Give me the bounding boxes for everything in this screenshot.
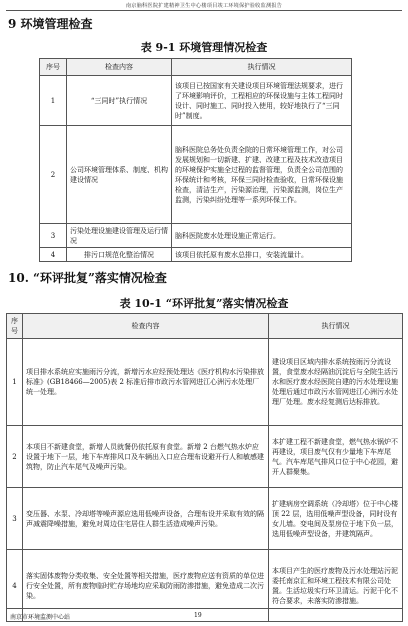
- check-item: 排污口规范化整治情况: [67, 248, 172, 262]
- table-10-1-title: 表 10-1 “环评批复”落实情况检查: [119, 297, 289, 310]
- table-row: [7, 488, 403, 550]
- row-number: 4: [40, 248, 67, 262]
- section-9-heading: 9 环境管理检查: [8, 17, 93, 31]
- check-item: 本项目不新建食堂，新增人员就餐仍依托原有食堂。新增 2 台燃气热水炉应设置于地下一层，地下车库排风口及车辆出入口应合理布设避开行人和敏感建筑物，防止汽车尾气及噪声污染。: [23, 426, 269, 488]
- check-result: 本项目产生的医疗废物及污水处理站污泥委托南京汇和环境工程技术有限公司处置。生活垃圾实行环卫清运。污泥干化不符合要求，未落实防渗措施。: [269, 550, 403, 622]
- column-header-item: 检查内容: [23, 314, 269, 339]
- page-number: 19: [194, 612, 202, 619]
- check-result: 脑科医院总务处负责全院的日常环境管理工作，对公司发展规划和一切新建、扩建、改建工程及技术改造项目的环境保护实施全过程的监督管理，负责全公司范围的环保统计和考核，环保三同时检查验收，日常环保设施检查，清洁生产，污染源治理，污染源监测，岗位生产监测，污染纠纷处理等一系列环保工作。: [172, 126, 352, 224]
- check-item: “三同时”执行情况: [67, 76, 172, 126]
- table-9-1: [39, 58, 352, 262]
- section-10-heading: 10. “环评批复”落实情况检查: [8, 271, 167, 285]
- table-9-1-title: 表 9-1 环境管理情况检查: [140, 41, 268, 54]
- check-item: 落实固体废物分类收集、安全处置等相关措施，医疗废物应送有资质的单位进行安全处置，所有废物临时贮存场地均应采取防雨防渗措施，避免造成二次污染。: [23, 550, 269, 622]
- check-result: 扩建病房空调系统（冷却塔）位于中心楼顶 22 层，选用低噪声型设备，同时设有女儿墙。变电间及泵房位于地下负一层，选用低噪声型设备，并建筑隔声。: [269, 488, 403, 550]
- row-number: 3: [7, 488, 23, 550]
- column-header-result: 执行情况: [172, 59, 352, 76]
- row-number: 4: [7, 550, 23, 622]
- check-result: 本扩建工程不新建食堂，燃气热水锅炉不再建设，项目废气仅有少量地下车库尾气。汽车库尾气排风口位于中心花园，避开人群聚集。: [269, 426, 403, 488]
- check-result: 该项目已按国家有关建设项目环境管理法规要求，进行了环境影响评价，工程相应的环保设施与主体工程同时设计、同时施工、同时投入使用，较好地执行了“三同时”制度。: [172, 76, 352, 126]
- table-10-1: [6, 313, 403, 622]
- column-header-result: 执行情况: [269, 314, 403, 339]
- table-row: [7, 426, 403, 488]
- check-result: 该项目依托原有废水总排口，安装流量计。: [172, 248, 352, 262]
- table-row: [7, 550, 403, 622]
- row-number: 1: [7, 339, 23, 426]
- check-item: 污染处理设施建设管理及运行情况: [67, 224, 172, 248]
- column-header-no: 序号: [40, 59, 67, 76]
- table-header-row: [40, 59, 352, 76]
- page-header: 南京脑科医院扩建精神卫生中心楼项目竣工环境保护验收监测报告: [125, 3, 283, 9]
- footer-organization: 南京市环境监测中心站: [10, 614, 71, 621]
- check-item: 项目排水系统应实施雨污分流，新增污水应经预处理达《医疗机构水污染排放标准》(GB18466—2005)表 2 标准后排市政污水管网进江心洲污水处理厂统一处理。: [23, 339, 269, 426]
- footer-rule: [6, 608, 402, 609]
- table-row: [7, 339, 403, 426]
- check-item: 变压器、水泵、冷却塔等噪声源应选用低噪声设备，合理布设并采取有效的隔声减震降噪措施，避免对周边住宅居住人群生活造成噪声污染。: [23, 488, 269, 550]
- column-header-item: 检查内容: [67, 59, 172, 76]
- table-row: [40, 248, 352, 262]
- check-result: 脑科医院废水处理设施正常运行。: [172, 224, 352, 248]
- table-row: [40, 224, 352, 248]
- header-rule: [6, 10, 402, 11]
- row-number: 2: [40, 126, 67, 224]
- table-row: [40, 126, 352, 224]
- row-number: 3: [40, 224, 67, 248]
- column-header-no: 序号: [7, 314, 23, 339]
- row-number: 2: [7, 426, 23, 488]
- row-number: 1: [40, 76, 67, 126]
- check-item: 公司环境管理体系、制度、机构建设情况: [67, 126, 172, 224]
- table-header-row: [7, 314, 403, 339]
- check-result: 建设项目区域内排水系统按雨污分流设置，食堂废水经隔油沉淀后与全院生活污水和医疗废水经医院自建的污水处理设施处理后通过市政污水管网进江心洲污水处理厂处理。废水经复测后达标排放。: [269, 339, 403, 426]
- table-row: [40, 76, 352, 126]
